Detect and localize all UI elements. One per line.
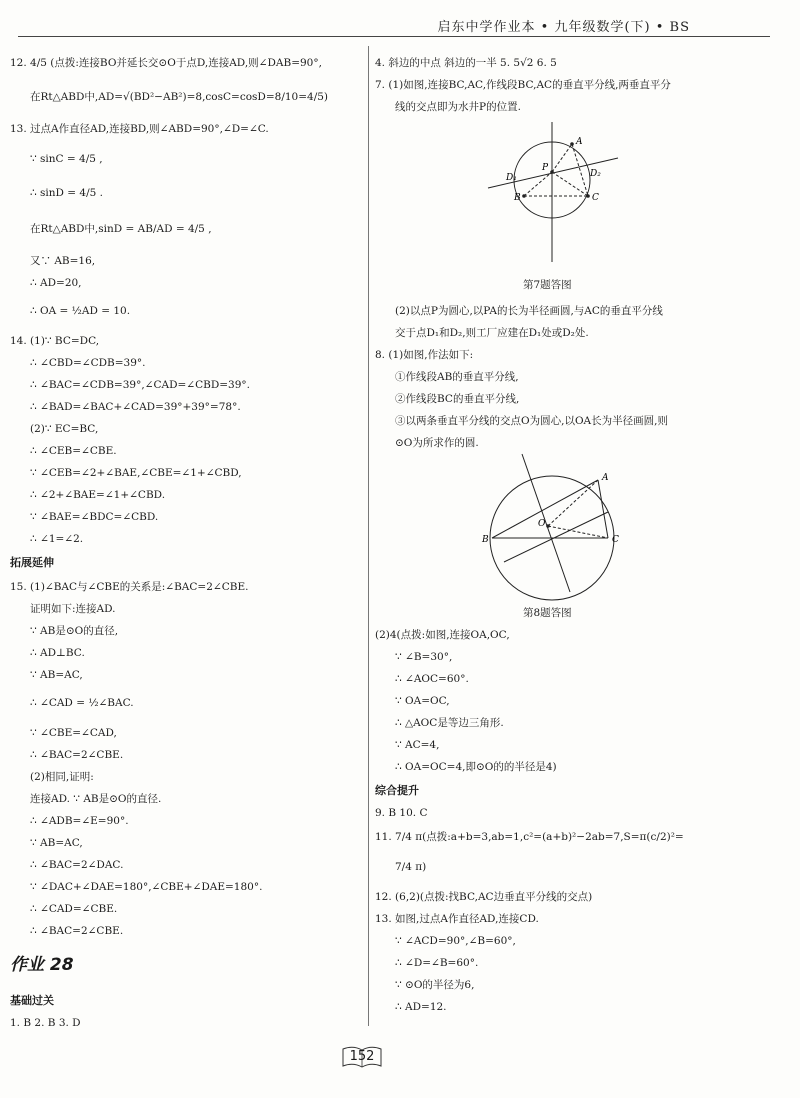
text-line: ∴ ∠CEB=∠CBE. bbox=[30, 445, 117, 457]
text-line: 在Rt△ABD中,sinD = AB/AD = 4/5 , bbox=[30, 223, 212, 235]
figure-7-caption: 第7题答图 bbox=[523, 279, 572, 291]
text-line: 12. (6,2)(点拨:找BC,AC边垂直平分线的交点) bbox=[375, 891, 593, 903]
text-line: ∴ OA = ½AD = 10. bbox=[30, 305, 131, 317]
text-line: ∴ ∠2+∠BAE=∠1+∠CBD. bbox=[30, 489, 166, 501]
text-line: ∵ sinC = 4/5 , bbox=[30, 153, 103, 165]
text-line: ∴ AD=20, bbox=[30, 277, 82, 289]
page-number: 152 bbox=[349, 1049, 375, 1064]
text-line: ∴ AD⊥BC. bbox=[30, 647, 85, 659]
fig8-label-a: A bbox=[602, 473, 609, 483]
text-line: 14. (1)∵ BC=DC, bbox=[10, 335, 100, 347]
text-line: 线的交点即为水井P的位置. bbox=[395, 101, 521, 113]
text-line: ③以两条垂直平分线的交点O为圆心,以OA长为半径画圆,则 bbox=[395, 415, 668, 427]
fig7-label-d2: D₂ bbox=[590, 169, 601, 179]
text-line: (2)∵ EC=BC, bbox=[30, 423, 99, 435]
text-line: ∴ ∠CAD=∠CBE. bbox=[30, 903, 118, 915]
text-line: 在Rt△ABD中,AD=√(BD²−AB²)=8,cosC=cosD=8/10=4/5) bbox=[30, 91, 329, 103]
text-line: 7. (1)如图,连接BC,AC,作线段BC,AC的垂直平分线,两垂直平分 bbox=[375, 79, 671, 91]
text-line: ∴ ∠D=∠B=60°. bbox=[395, 957, 479, 969]
text-line: 12. 4/5 (点拨:连接BO并延长交⊙O于点D,连接AD,则∠DAB=90°, bbox=[10, 57, 322, 69]
text-line: 1. B 2. B 3. D bbox=[10, 1017, 81, 1029]
text-line: 8. (1)如图,作法如下: bbox=[375, 349, 474, 361]
text-line: 13. 过点A作直径AD,连接BD,则∠ABD=90°,∠D=∠C. bbox=[10, 123, 269, 135]
text-line: (2)4(点拨:如图,连接OA,OC, bbox=[375, 629, 510, 641]
fig7-label-a: A bbox=[576, 137, 583, 147]
text-line: 4. 斜边的中点 斜边的一半 5. 5√2 6. 5 bbox=[375, 57, 557, 69]
text-line: ∴ ∠AOC=60°. bbox=[395, 673, 469, 685]
text-line: ∴ sinD = 4/5 . bbox=[30, 187, 103, 199]
text-line: ①作线段AB的垂直平分线, bbox=[395, 371, 519, 383]
text-line: 15. (1)∠BAC与∠CBE的关系是:∠BAC=2∠CBE. bbox=[10, 581, 249, 593]
text-line: ②作线段BC的垂直平分线, bbox=[395, 393, 520, 405]
figure-8-caption: 第8题答图 bbox=[523, 607, 572, 619]
text-line: ∴ △AOC是等边三角形. bbox=[395, 717, 504, 729]
text-line: ∵ ∠B=30°, bbox=[395, 651, 453, 663]
column-divider bbox=[368, 46, 369, 1026]
text-line: ∵ ∠ACD=90°,∠B=60°, bbox=[395, 935, 516, 947]
text-line: (2)以点P为圆心,以PA的长为半径画圆,与AC的垂直平分线 bbox=[395, 305, 663, 317]
header-rule bbox=[18, 36, 770, 37]
text-line: 连接AD. ∵ AB是⊙O的直径. bbox=[30, 793, 162, 805]
text-line: 证明如下:连接AD. bbox=[30, 603, 116, 615]
text-line: ∴ ∠CAD = ½∠BAC. bbox=[30, 697, 134, 709]
text-line: ∴ AD=12. bbox=[395, 1001, 447, 1013]
homework-title: 作业 28 bbox=[10, 955, 74, 975]
section-heading: 拓展延伸 bbox=[10, 556, 54, 569]
text-line: 又∵ AB=16, bbox=[30, 255, 96, 267]
section-heading: 综合提升 bbox=[375, 784, 419, 797]
text-line: ∴ ∠1=∠2. bbox=[30, 533, 84, 545]
fig7-label-d1: D₁ bbox=[506, 173, 517, 183]
text-line: ⊙O为所求作的圆. bbox=[395, 437, 479, 449]
text-line: 11. 7/4 π(点拨:a+b=3,ab=1,c²=(a+b)²−2ab=7,S=π(c/2)²= bbox=[375, 831, 684, 843]
text-line: ∴ ∠CBD=∠CDB=39°. bbox=[30, 357, 146, 369]
text-line: ∵ ∠CBE=∠CAD, bbox=[30, 727, 117, 739]
header-title: 启东中学作业本 • 九年级数学(下) • BS bbox=[437, 20, 690, 35]
text-line: 13. 如图,过点A作直径AD,连接CD. bbox=[375, 913, 539, 925]
text-line: ∵ AC=4, bbox=[395, 739, 440, 751]
fig8-label-o: O bbox=[538, 519, 546, 529]
text-line: ∵ ∠CEB=∠2+∠BAE,∠CBE=∠1+∠CBD, bbox=[30, 467, 242, 479]
text-line: ∴ ∠BAD=∠BAC+∠CAD=39°+39°=78°. bbox=[30, 401, 241, 413]
figure-7-diagram bbox=[480, 118, 630, 268]
text-line: ∵ ∠DAC+∠DAE=180°,∠CBE+∠DAE=180°. bbox=[30, 881, 263, 893]
text-line: ∵ AB=AC, bbox=[30, 669, 83, 681]
text-line: ∵ ⊙O的半径为6, bbox=[395, 979, 475, 991]
text-line: 9. B 10. C bbox=[375, 807, 428, 819]
text-line: ∵ ∠BAE=∠BDC=∠CBD. bbox=[30, 511, 159, 523]
text-line: ∴ ∠ADB=∠E=90°. bbox=[30, 815, 129, 827]
fig7-label-b: B bbox=[514, 193, 521, 203]
text-line: (2)相同,证明: bbox=[30, 771, 94, 783]
text-line: ∴ OA=OC=4,即⊙O的的半径是4) bbox=[395, 761, 557, 773]
text-line: 7/4 π) bbox=[395, 861, 427, 873]
text-line: 交于点D₁和D₂,则工厂应建在D₁处或D₂处. bbox=[395, 327, 589, 339]
figure-8-diagram bbox=[480, 452, 640, 602]
text-line: ∴ ∠BAC=2∠DAC. bbox=[30, 859, 124, 871]
fig7-label-p: P bbox=[542, 163, 549, 173]
text-line: ∴ ∠BAC=2∠CBE. bbox=[30, 925, 124, 937]
fig8-label-c: C bbox=[612, 535, 619, 545]
text-line: ∵ AB=AC, bbox=[30, 837, 83, 849]
fig7-label-c: C bbox=[592, 193, 599, 203]
page-header bbox=[0, 14, 800, 36]
text-line: ∴ ∠BAC=2∠CBE. bbox=[30, 749, 124, 761]
page-number-badge bbox=[341, 1045, 383, 1069]
section-heading: 基础过关 bbox=[10, 994, 54, 1007]
fig8-label-b: B bbox=[482, 535, 489, 545]
text-line: ∵ AB是⊙O的直径, bbox=[30, 625, 119, 637]
text-line: ∴ ∠BAC=∠CDB=39°,∠CAD=∠CBD=39°. bbox=[30, 379, 251, 391]
text-line: ∵ OA=OC, bbox=[395, 695, 450, 707]
